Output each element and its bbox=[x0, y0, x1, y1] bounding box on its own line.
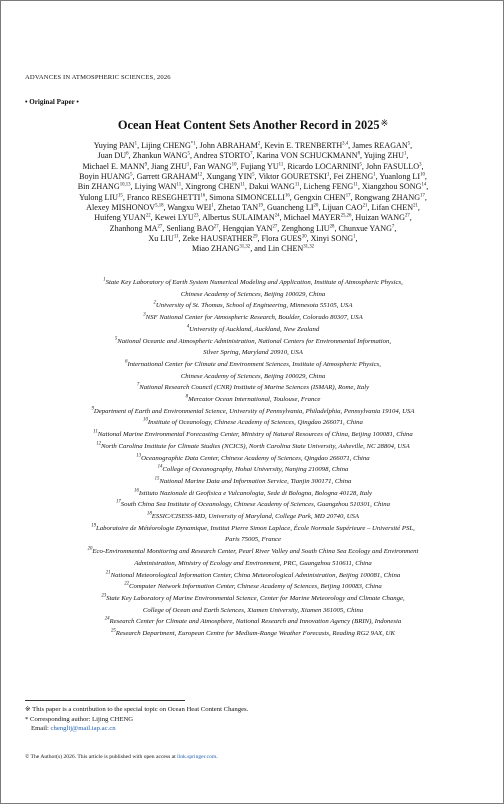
author-line-marker: 1 bbox=[211, 203, 214, 209]
author-line-text: , Jiang ZHU bbox=[147, 161, 187, 171]
affiliation-line bbox=[27, 382, 479, 394]
copyright-text: © The Author(s) 2026. This article is published with open access at bbox=[25, 754, 178, 760]
affiliation-line bbox=[27, 371, 479, 383]
author-line bbox=[27, 203, 479, 213]
author-line-marker: 14 bbox=[421, 182, 427, 188]
author-line-text: , Chunxue YANG bbox=[334, 223, 392, 233]
author-line-text: , Guancheng LI bbox=[262, 203, 314, 213]
author-line-text: Yuying PAN bbox=[93, 141, 135, 150]
affiliation-line bbox=[27, 347, 479, 359]
affiliation-line-text: NSF National Center for Atmospheric Research, Boulder, Colorado 80307, USA bbox=[145, 314, 363, 322]
affiliation-line-text: Istituto Nazionale di Geofisica e Vulcanologia, Sede di Bologna, Bologna 40128, Italy bbox=[138, 489, 372, 497]
author-line-text: , Garrett GRAHAM bbox=[132, 172, 198, 182]
author-line-text: , Zeke HAUSFATHER bbox=[178, 234, 253, 244]
author-line bbox=[27, 141, 479, 151]
affiliation-list bbox=[27, 277, 479, 640]
affiliation-line-text: State Key Laboratory of Earth System Numerical Modeling and Application, Institute of Atmospheric Physics, bbox=[105, 279, 403, 286]
author-line-text: , Lijing CHENG bbox=[137, 141, 191, 150]
affiliation-line-text: Mercator Ocean International, Toulouse, France bbox=[188, 396, 321, 404]
affiliation-line-text: Eco-Environmental Monitoring and Research Center, Pearl River Valley and South China Sea Ecology and Environment bbox=[92, 548, 419, 556]
author-line-text: , Gengxin CHEN bbox=[289, 192, 346, 202]
author-line-marker: 5,18 bbox=[155, 203, 164, 209]
author-line-marker: 27 bbox=[272, 224, 278, 230]
author-line-marker: 1 bbox=[353, 234, 356, 240]
author-line-text: , and Lin CHEN bbox=[250, 244, 304, 254]
affiliation-line bbox=[27, 324, 479, 336]
affiliation-line bbox=[27, 581, 479, 593]
author-line-marker: 16 bbox=[200, 193, 206, 199]
author-line-marker: 11 bbox=[294, 182, 300, 188]
affiliation-line-text: ESSIC/CISESS-MD, University of Maryland, College Park, MD 20740, USA bbox=[151, 513, 360, 521]
paper-type-label: • Original Paper • bbox=[25, 98, 79, 106]
author-line-marker: 11 bbox=[353, 182, 358, 188]
author-line-marker: 10 bbox=[420, 172, 425, 178]
author-line-text: Michael E. MANN bbox=[82, 161, 145, 171]
email-label: Email: bbox=[31, 725, 51, 733]
author-line-marker: 27 bbox=[404, 214, 410, 220]
author-line-text: , bbox=[417, 203, 420, 213]
special-topic-note: ※ This paper is a contribution to the special topic on Ocean Heat Content Changes. bbox=[25, 706, 249, 713]
author-line-text: Bin ZHANG bbox=[77, 182, 120, 192]
author-line-marker: 1 bbox=[186, 162, 190, 168]
author-line-text: , James REAGAN bbox=[348, 141, 408, 150]
affiliation-line-text: Administration, Ministry of Ecology and Environment, PRC, Guangzhou 510611, China bbox=[134, 559, 372, 567]
author-line-text: , Kevin E. TRENBERTH bbox=[260, 141, 343, 150]
paper-title bbox=[1, 118, 504, 133]
author-line-marker: 5 bbox=[407, 141, 411, 147]
author-line-text: Juan DU bbox=[97, 151, 127, 161]
affiliation-line-text: University of Auckland, Auckland, New Zealand bbox=[189, 325, 320, 333]
author-line-text: , Xiangzhou SONG bbox=[357, 182, 422, 192]
affiliation-line-marker: 15 bbox=[154, 476, 160, 482]
affiliation-line bbox=[27, 312, 479, 324]
affiliation-line bbox=[27, 605, 479, 617]
author-line-marker: 7 bbox=[391, 224, 395, 230]
affiliation-line-text: College of Ocean and Earth Sciences, Xiamen University, Xiamen 361005, China bbox=[142, 606, 364, 614]
affiliation-line-marker: 10 bbox=[143, 418, 148, 424]
affiliation-line-text: State Key Laboratory of Marine Environmental Science, Center for Marine Meteorology and Climate Change, bbox=[106, 594, 405, 602]
author-line bbox=[27, 182, 479, 192]
affiliation-line-marker: 4 bbox=[186, 324, 190, 330]
author-line-text: Huifeng YUAN bbox=[94, 213, 146, 223]
affiliation-line-text: North Carolina Institute for Climate Studies (NCICS), North Carolina State University, Asheville, NC 28804, USA bbox=[101, 442, 410, 450]
author-line-text: , bbox=[409, 213, 412, 223]
affiliation-line-marker: 7 bbox=[136, 382, 140, 388]
author-line-marker: 19 bbox=[258, 203, 263, 209]
author-line-text: , Kewei LYU bbox=[150, 213, 194, 223]
author-line-text: , Rongwang ZHANG bbox=[350, 192, 421, 202]
author-line-text: , Zenghong LIU bbox=[277, 223, 330, 233]
author-line-marker: 27 bbox=[157, 224, 163, 230]
author-line-text: , Zhankun WANG bbox=[128, 151, 188, 161]
affiliation-line-text: University of St. Thomas, School of Engineering, Minnesota 55105, USA bbox=[155, 302, 353, 310]
affiliation-line bbox=[27, 523, 479, 535]
author-line-marker: 10,13 bbox=[119, 182, 131, 188]
affiliation-line-marker: 13 bbox=[136, 453, 142, 459]
author-line-marker: 3,4 bbox=[342, 141, 349, 147]
affiliation-line-text: Chinese Academy of Sciences, Beijing 100029, China bbox=[180, 290, 326, 298]
affiliation-line bbox=[27, 464, 479, 476]
springer-link[interactable]: link.springer.com bbox=[177, 754, 217, 760]
affiliation-line bbox=[27, 558, 479, 570]
author-line-text: , bbox=[406, 151, 409, 161]
affiliation-line-marker: 23 bbox=[101, 593, 107, 599]
author-line-marker: 10 bbox=[231, 162, 237, 168]
author-line bbox=[27, 162, 479, 172]
author-line-text: , bbox=[424, 192, 427, 202]
author-line-marker: 11 bbox=[278, 162, 284, 168]
affiliation-line bbox=[27, 429, 479, 441]
affiliation-line bbox=[27, 628, 479, 640]
author-line-text: , bbox=[355, 234, 358, 244]
author-line-marker: 2 bbox=[257, 141, 261, 147]
affiliation-line bbox=[27, 300, 479, 312]
author-line-text: , bbox=[421, 161, 424, 171]
affiliation-line-marker: 19 bbox=[91, 523, 96, 529]
affiliation-line-text: National Research Council (CNR) Institute of Marine Sciences (ISMAR), Rome, Italy bbox=[139, 384, 370, 392]
author-line bbox=[27, 244, 479, 254]
affiliation-line-marker: 2 bbox=[153, 301, 156, 307]
email-link[interactable]: chenglij@mail.iap.ac.cn bbox=[50, 725, 116, 733]
affiliation-line-marker: 5 bbox=[114, 336, 118, 342]
author-line-text: , John ABRAHAM bbox=[195, 141, 258, 150]
copyright-notice bbox=[25, 754, 218, 760]
author-line-marker: 24 bbox=[274, 214, 280, 220]
author-line-marker: 11 bbox=[240, 182, 245, 188]
affiliation-line bbox=[27, 546, 479, 558]
author-line-text: , bbox=[394, 223, 397, 233]
affiliation-line-marker: 18 bbox=[146, 511, 152, 517]
email-line bbox=[25, 724, 248, 734]
affiliation-line-text: Research Department, European Centre for Medium-Range Weather Forecasts, Reading RG2 9AX, UK bbox=[115, 630, 395, 638]
affiliation-line bbox=[27, 406, 479, 418]
author-line-marker: 5 bbox=[130, 172, 133, 178]
affiliation-line-text: Research Center for Climate and Atmosphere, National Research and Innovation Agency (BRIN), Indonesia bbox=[109, 618, 402, 626]
author-line-text: , Viktor GOURETSKI bbox=[254, 172, 327, 182]
affiliation-line-text: Department of Earth and Environmental Science, University of Pennsylvania, Philadelphia, Pennsylvania 19104, USA bbox=[93, 407, 415, 415]
affiliation-line-marker: 22 bbox=[124, 581, 129, 587]
author-line-text: Miao ZHANG bbox=[191, 244, 240, 254]
author-line-text: , bbox=[424, 172, 427, 182]
affiliation-line bbox=[27, 476, 479, 488]
author-line-text: , Licheng FENG bbox=[299, 182, 354, 192]
author-line-marker: 23 bbox=[193, 214, 199, 220]
author-line-marker: 11 bbox=[176, 182, 182, 188]
affiliation-line-text: National Oceanic and Atmospheric Administration, National Centers for Environmental Information, bbox=[117, 337, 392, 345]
author-line-marker: 3 bbox=[419, 162, 422, 168]
author-line-marker: 30 bbox=[301, 234, 307, 240]
author-line-marker: 21 bbox=[413, 203, 418, 209]
author-line-text: , Wangxu WEI bbox=[163, 203, 212, 213]
author-line-text: , Fujiang YU bbox=[236, 161, 279, 171]
author-line-marker: 1 bbox=[373, 172, 376, 178]
affiliation-line-text: Silver Spring, Maryland 20910, USA bbox=[203, 349, 303, 357]
author-line-text: , Dakui WANG bbox=[244, 182, 295, 192]
author-line-marker: 1 bbox=[134, 141, 138, 147]
author-line-marker: 5 bbox=[187, 151, 190, 157]
author-line-text: , Flora GUES bbox=[257, 234, 302, 244]
author-line-text: , Zhetao TAN bbox=[213, 203, 259, 213]
affiliation-line-text: International Center for Climate and Environment Sciences, Institute of Atmospheric Physics, bbox=[127, 360, 381, 368]
affiliation-line-text: South China Sea Institute of Oceanology, Chinese Academy of Sciences, Guangzhou 510301, China bbox=[120, 501, 391, 509]
author-line-marker: 22 bbox=[145, 214, 151, 220]
author-line bbox=[27, 224, 479, 234]
author-line-text: , Huizan WANG bbox=[351, 213, 405, 223]
affiliation-line bbox=[27, 359, 479, 371]
affiliation-line-text: Laboratoire de Météorologie Dynamique, Institut Pierre Simon Laplace, École Normale Supérieure – Université PSL, bbox=[95, 524, 415, 532]
author-line-marker: 21 bbox=[362, 203, 368, 209]
author-line-text: , Liying WAN bbox=[130, 182, 177, 192]
affiliation-line-text: National Marine Data and Information Service, Tianjin 300171, China bbox=[159, 477, 352, 485]
author-line-marker: 15 bbox=[118, 193, 123, 199]
affiliation-line-text: National Meteorological Information Center, China Meteorological Administration, Beijing 100081, China bbox=[110, 571, 401, 579]
affiliation-line-marker: 9 bbox=[91, 406, 94, 412]
affiliation-line-marker: 24 bbox=[104, 617, 110, 622]
affiliation-line-marker: 11 bbox=[93, 429, 98, 435]
affiliation-line bbox=[27, 570, 479, 582]
affiliation-line-marker: 21 bbox=[105, 570, 111, 576]
affiliation-line-text: Oceanographic Data Center, Chinese Academy of Sciences, Qingdao 266071, China bbox=[141, 454, 370, 462]
author-line-text: , Andrea STORTO bbox=[189, 151, 251, 161]
author-line-text: , Xingrong CHEN bbox=[181, 182, 241, 192]
affiliation-line-marker: 17 bbox=[115, 499, 121, 505]
affiliation-line-marker: 8 bbox=[185, 394, 189, 400]
author-line-marker: *1 bbox=[190, 141, 196, 147]
affiliation-line-text: National Marine Environmental Forecasting Center, Ministry of Natural Resources of China, Beijing 100081, China bbox=[97, 431, 413, 439]
author-line-text: , Karina VON SCHUCKMANN bbox=[252, 151, 358, 161]
footnote-divider bbox=[25, 700, 185, 701]
author-line-text: , John FASULLO bbox=[361, 161, 420, 171]
affiliation-line-text: College of Oceanography, Hohai University, Nanjing 210098, China bbox=[162, 466, 349, 474]
paper-title-text: Ocean Heat Content Sets Another Record in 2025 bbox=[117, 118, 380, 132]
author-line bbox=[27, 193, 479, 203]
author-line-text: , Yujing ZHU bbox=[359, 151, 404, 161]
affiliation-line-text: Chinese Academy of Sciences, Beijing 100029, China bbox=[180, 372, 326, 380]
author-line-text: Zhanhong MA bbox=[109, 223, 158, 233]
affiliation-line bbox=[27, 336, 479, 348]
affiliation-line bbox=[27, 441, 479, 453]
author-line-marker: 12 bbox=[197, 172, 203, 178]
author-line-marker: 20 bbox=[313, 203, 319, 209]
author-line-text: Xu LIU bbox=[148, 234, 174, 244]
author-line-marker: 6 bbox=[126, 151, 129, 157]
affiliation-line bbox=[27, 417, 479, 429]
affiliation-line-marker: 12 bbox=[96, 441, 102, 447]
journal-header: ADVANCES IN ATMOSPHERIC SCIENCES, 2026 bbox=[25, 74, 171, 81]
affiliation-line bbox=[27, 289, 479, 301]
author-line-text: , Fan WANG bbox=[189, 161, 232, 171]
affiliation-line-text: Computer Network Information Center, Chinese Academy of Sciences, Beijing 100083, China bbox=[129, 583, 382, 591]
author-line-marker: 29 bbox=[252, 234, 258, 240]
affiliation-line-marker: 20 bbox=[87, 546, 93, 552]
author-line-text: , Fei ZHENG bbox=[329, 172, 374, 182]
affiliation-line bbox=[27, 593, 479, 605]
affiliation-line-marker: 6 bbox=[125, 359, 128, 365]
author-line bbox=[27, 234, 479, 244]
affiliation-line bbox=[27, 534, 479, 546]
author-line-text: , Senliang BAO bbox=[162, 223, 214, 233]
author-line bbox=[27, 172, 479, 182]
author-line-marker: 5 bbox=[252, 172, 255, 178]
author-line-marker: 9 bbox=[144, 162, 148, 168]
author-line-marker: 1 bbox=[326, 172, 330, 178]
author-line-text: Yulong LIU bbox=[79, 192, 119, 202]
author-line-marker: 8 bbox=[357, 151, 360, 157]
copyright-end: . bbox=[216, 754, 218, 760]
affiliation-line-marker: 25 bbox=[111, 628, 116, 634]
corresponding-author-note: * Corresponding author: Lijing CHENG bbox=[25, 715, 134, 723]
title-footnote-mark: ※ bbox=[380, 118, 389, 128]
author-line-text: , Albertus SULAIMAN bbox=[198, 213, 275, 223]
author-line-marker: 16 bbox=[285, 193, 290, 199]
author-line-text: , Simona SIMONCELLI bbox=[205, 192, 285, 202]
author-line-text: , Lifan CHEN bbox=[367, 203, 414, 213]
author-line-text: , Xinyi SONG bbox=[306, 234, 354, 244]
footnotes bbox=[25, 705, 248, 734]
affiliation-line-marker: 16 bbox=[134, 488, 139, 494]
author-line-text: , Xungang YIN bbox=[202, 172, 253, 182]
affiliation-line bbox=[27, 277, 479, 289]
author-line bbox=[27, 213, 479, 223]
affiliation-line-marker: 1 bbox=[103, 277, 106, 283]
author-line-text: , Ricardo LOCARNINI bbox=[283, 161, 360, 171]
author-line-marker: 1 bbox=[403, 151, 407, 157]
author-line-text: , Franco RESEGHETTI bbox=[122, 192, 201, 202]
author-line-text: Alexey MISHONOV bbox=[86, 203, 156, 213]
affiliation-line-text: Institute of Oceanology, Chinese Academy of Sciences, Qingdao 266071, China bbox=[147, 419, 363, 427]
author-line-marker: 25,26 bbox=[340, 214, 352, 220]
author-line-text: Boyin HUANG bbox=[79, 172, 131, 182]
author-line-marker: 7 bbox=[250, 151, 253, 157]
author-line bbox=[27, 151, 479, 161]
author-list bbox=[27, 141, 479, 255]
affiliation-line bbox=[27, 453, 479, 465]
author-line-marker: 27 bbox=[213, 224, 219, 230]
affiliation-line-text: Paris 75005, France bbox=[224, 536, 282, 544]
affiliation-line bbox=[27, 511, 479, 523]
author-line-marker: 17 bbox=[345, 193, 351, 199]
affiliation-line bbox=[27, 488, 479, 500]
author-line-text: , Yuanlong LI bbox=[375, 172, 421, 182]
author-line-marker: 31,32 bbox=[303, 245, 315, 251]
author-line-text: , Michael MAYER bbox=[279, 213, 341, 223]
author-line-text: , Hengqian YAN bbox=[218, 223, 273, 233]
author-line-text: , Lijuan CAO bbox=[318, 203, 363, 213]
affiliation-line bbox=[27, 499, 479, 511]
affiliation-line-marker: 3 bbox=[143, 312, 146, 318]
author-line-marker: 17 bbox=[420, 193, 425, 199]
affiliation-line-marker: 14 bbox=[157, 464, 163, 470]
author-line-marker: 5 bbox=[359, 162, 362, 168]
author-line-text: , bbox=[426, 182, 429, 192]
author-line-marker: 31,32 bbox=[239, 245, 251, 251]
author-line-marker: 28 bbox=[329, 224, 335, 230]
affiliation-line bbox=[27, 616, 479, 628]
author-line-marker: 11 bbox=[173, 234, 179, 240]
affiliation-line bbox=[27, 394, 479, 406]
author-line-text: , bbox=[410, 141, 413, 150]
